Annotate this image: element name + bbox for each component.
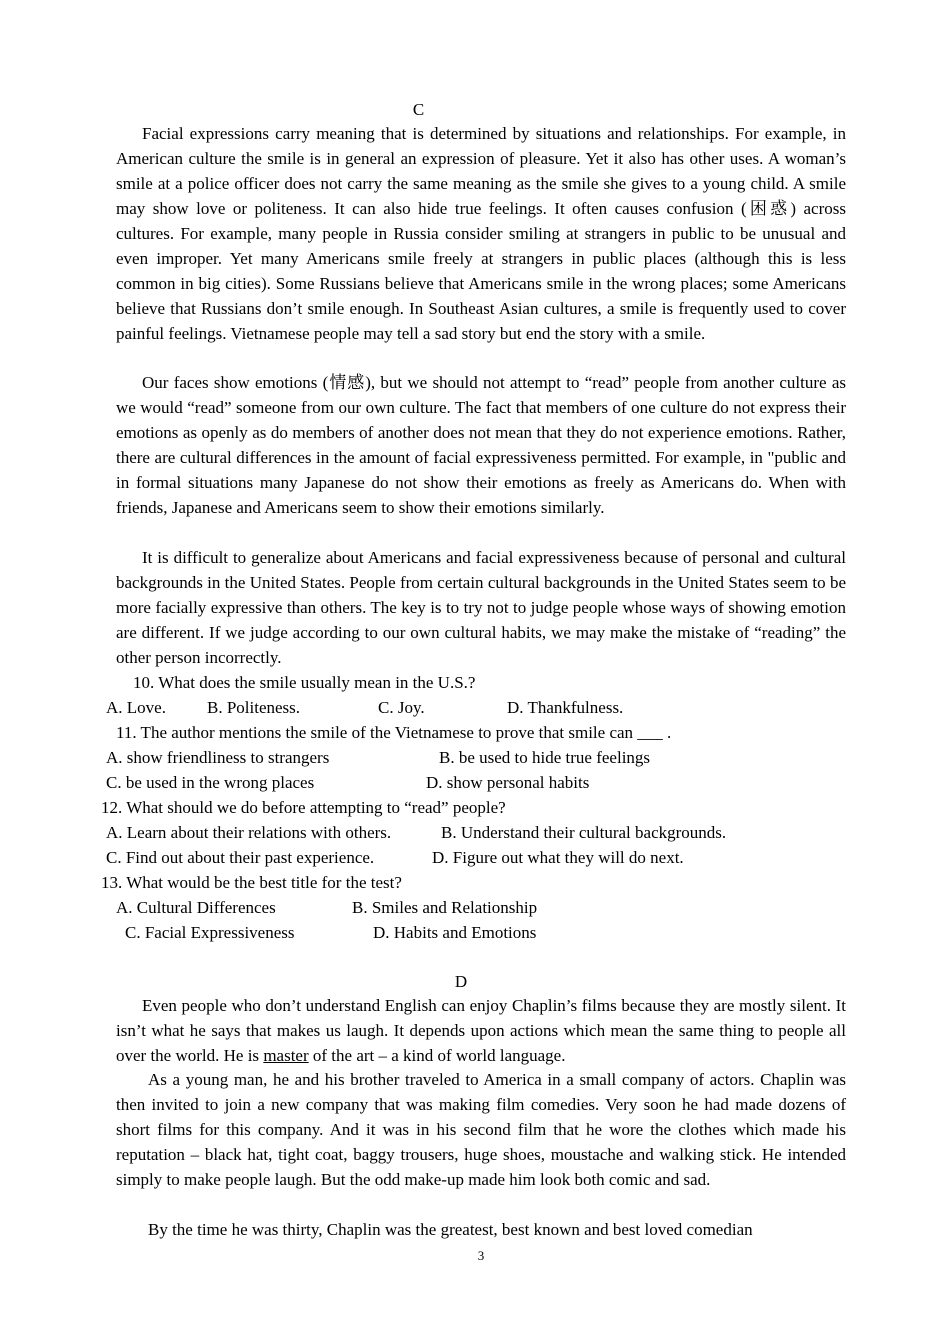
section-d-heading: D <box>454 972 468 991</box>
section-d-paragraph-2: As a young man, he and his brother traveled to America in a small company of actors. Chaplin was then invited to join a new company that was making film comedies. Very soon he had made dozens of short films for this company. And it was in his second film that he wore the clothes which made his reputation – black hat, tight coat, baggy trousers, huge shoes, moustache and walking stick. He intended simply to make people laugh. But the odd make-up made him look both comic and sad. <box>116 1070 846 1189</box>
question-13-option-a: A. Cultural Differences <box>116 898 276 917</box>
question-13-option-d: D. Habits and Emotions <box>373 923 537 942</box>
question-10-option-d: D. Thankfulness. <box>507 698 624 717</box>
page-number: 3 <box>477 1248 485 1263</box>
section-c-heading: C <box>412 100 425 119</box>
section-c-paragraph-1: Facial expressions carry meaning that is determined by situations and relationships. For example, in American culture the smile is in general an expression of pleasure. Yet it also has other uses. A woman’s smile at a police officer does not carry the same meaning as the smile she gives to a young child. A smile may show love or politeness. It can also hide true feelings. It often causes confusion (困惑) across cultures. For example, many people in Russia consider smiling at strangers in public to be unusual and even improper. Yet many Americans smile freely at strangers in public places (although this is less common in big cities). Some Russians believe that Americans smile in the wrong places; some Americans believe that Russians don’t smile enough. In Southeast Asian cultures, a smile is frequently used to cover painful feelings. Vietnamese people may tell a sad story but end the story with a smile. <box>116 124 846 343</box>
question-12-option-b: B. Understand their cultural backgrounds. <box>441 823 727 842</box>
section-d-paragraph-1 <box>116 994 846 1069</box>
question-12-option-c: C. Find out about their past experience. <box>106 848 375 867</box>
question-13-stem: 13. What would be the best title for the test? <box>101 873 402 892</box>
section-d-paragraph-1-end: of the art – a kind of world language. <box>308 1045 566 1065</box>
question-12-option-d: D. Figure out what they will do next. <box>432 848 684 867</box>
section-d-paragraph-3: By the time he was thirty, Chaplin was the greatest, best known and best loved comedian <box>148 1220 753 1239</box>
question-11-stem: 11. The author mentions the smile of the Vietnamese to prove that smile can ___ . <box>116 723 672 742</box>
question-11-option-d: D. show personal habits <box>426 773 590 792</box>
question-10-option-b: B. Politeness. <box>207 698 301 717</box>
question-13-option-b: B. Smiles and Relationship <box>352 898 538 917</box>
underlined-word-master: master <box>263 1045 309 1065</box>
question-13-option-c: C. Facial Expressiveness <box>125 923 295 942</box>
question-11-option-c: C. be used in the wrong places <box>106 773 315 792</box>
question-11-option-a: A. show friendliness to strangers <box>106 748 330 767</box>
question-10-stem: 10. What does the smile usually mean in the U.S.? <box>133 673 476 692</box>
question-11-option-b: B. be used to hide true feelings <box>439 748 651 767</box>
section-c-paragraph-2: Our faces show emotions (情感), but we should not attempt to “read” people from another culture as we would “read” someone from our own culture. The fact that members of one culture do not express their emotions as openly as do members of another does not mean that they do not experience emotions. Rather, there are cultural differences in the amount of facial expressiveness permitted. For example, in "public and in formal situations many Japanese do not show their emotions as freely as Americans do. When with friends, Japanese and Americans seem to show their emotions similarly. <box>116 373 846 517</box>
question-12-option-a: A. Learn about their relations with others. <box>106 823 392 842</box>
question-10-option-a: A. Love. <box>106 698 166 717</box>
section-d-paragraph-1-text: Even people who don’t understand English can enjoy Chaplin’s films because they are mostly silent. It isn’t what he says that makes us laugh. It depends upon actions which mean the same thing to people all over the world. He is <box>116 996 846 1065</box>
question-12-stem: 12. What should we do before attempting to “read” people? <box>101 798 506 817</box>
section-c-paragraph-3: It is difficult to generalize about Americans and facial expressiveness because of personal and cultural backgrounds in the United States. People from certain cultural backgrounds in the United States seem to be more facially expressive than others. The key is to try not to judge people whose ways of showing emotion are different. If we judge according to our own cultural habits, we may make the mistake of “reading” the other person incorrectly. <box>116 548 846 667</box>
question-10-option-c: C. Joy. <box>378 698 425 717</box>
